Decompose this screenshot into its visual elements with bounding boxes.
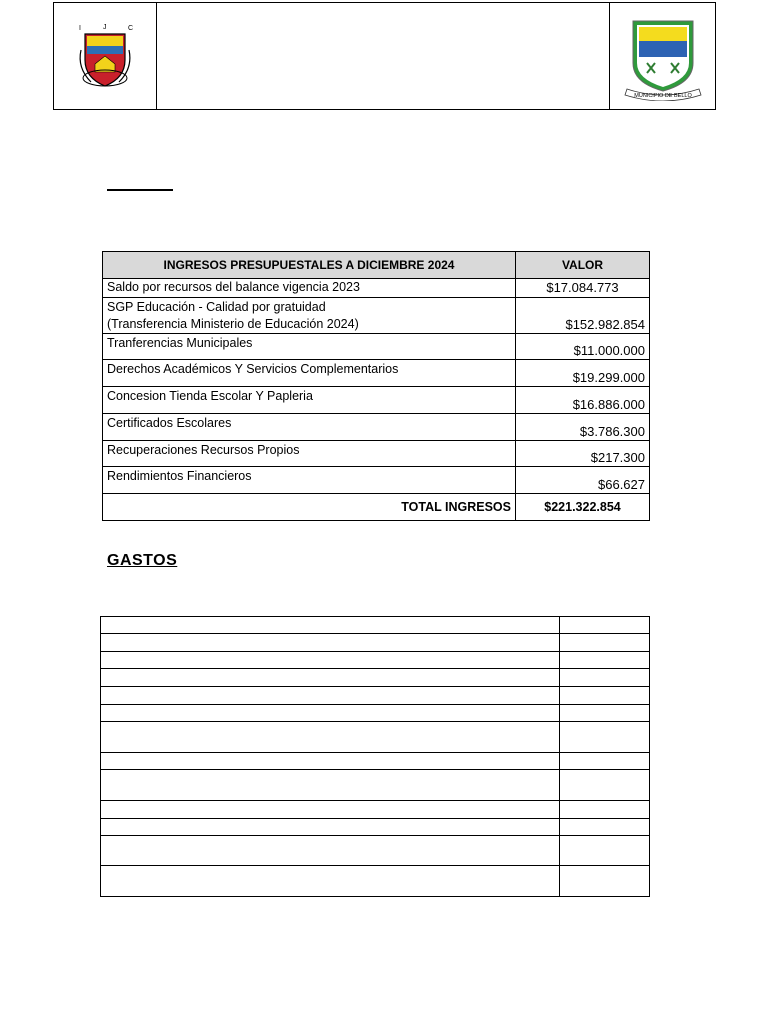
gastos-cell <box>560 770 650 801</box>
gastos-cell <box>101 617 560 634</box>
municipio-shield-logo <box>619 11 707 101</box>
gastos-cell <box>101 634 560 652</box>
row-desc: Concesion Tienda Escolar Y Papleria <box>103 387 516 414</box>
table-row <box>101 652 650 669</box>
ingresos-header-row <box>103 252 650 279</box>
gastos-title: GASTOS <box>107 552 178 569</box>
row-desc: Saldo por recursos del balance vigencia 2023 <box>103 279 516 298</box>
gastos-cell <box>101 705 560 722</box>
gastos-cell <box>101 836 560 866</box>
document-header <box>53 2 716 110</box>
table-row <box>103 441 650 467</box>
table-row <box>101 866 650 897</box>
table-row <box>103 334 650 360</box>
header-right-cell <box>609 3 715 109</box>
row-val: $217.300 <box>516 441 650 467</box>
row-desc: Tranferencias Municipales <box>103 334 516 360</box>
gastos-cell <box>560 634 650 652</box>
gastos-table <box>100 616 650 897</box>
gastos-cell <box>101 669 560 687</box>
gastos-cell <box>560 617 650 634</box>
total-row <box>103 494 650 521</box>
gastos-cell <box>560 801 650 819</box>
gastos-cell <box>560 866 650 897</box>
ingresos-table <box>102 251 650 521</box>
svg-text:J: J <box>103 24 107 31</box>
row-desc: Recuperaciones Recursos Propios <box>103 441 516 467</box>
gastos-cell <box>101 652 560 669</box>
col-val-header: VALOR <box>516 252 650 279</box>
row-desc: Certificados Escolares <box>103 414 516 441</box>
svg-text:C: C <box>128 25 134 32</box>
gastos-cell <box>560 652 650 669</box>
row-val: $17.084.773 <box>516 279 650 298</box>
row-val: $16.886.000 <box>516 387 650 414</box>
gastos-cell <box>101 819 560 836</box>
header-left-cell <box>54 3 157 109</box>
table-row <box>101 836 650 866</box>
gastos-cell <box>101 866 560 897</box>
gastos-cell <box>560 819 650 836</box>
table-row <box>103 298 650 334</box>
row-desc: Rendimientos Financieros <box>103 467 516 494</box>
header-middle-cell <box>157 3 609 109</box>
table-row <box>101 722 650 753</box>
gastos-cell <box>101 687 560 705</box>
municipio-caption: MUNICIPIO DE BELLO <box>633 93 692 99</box>
row-val: $19.299.000 <box>516 360 650 387</box>
table-row <box>101 687 650 705</box>
table-row <box>101 753 650 770</box>
row-val: $3.786.300 <box>516 414 650 441</box>
col-desc-header: INGRESOS PRESUPUESTALES A DICIEMBRE 2024 <box>103 252 516 279</box>
gastos-cell <box>560 753 650 770</box>
table-row <box>101 634 650 652</box>
row-val: $11.000.000 <box>516 334 650 360</box>
gastos-cell <box>101 770 560 801</box>
table-row <box>101 770 650 801</box>
row-val: $152.982.854 <box>516 298 650 334</box>
gastos-cell <box>560 705 650 722</box>
table-row <box>101 617 650 634</box>
table-row <box>103 467 650 494</box>
total-value: $221.322.854 <box>516 494 650 521</box>
table-row <box>101 705 650 722</box>
gastos-cell <box>560 722 650 753</box>
table-row <box>103 387 650 414</box>
school-crest-logo <box>73 20 137 92</box>
table-row <box>103 360 650 387</box>
table-row <box>103 414 650 441</box>
table-row <box>101 669 650 687</box>
table-row <box>101 801 650 819</box>
row-desc: SGP Educación - Calidad por gratuidad (Transferencia Ministerio de Educación 2024) <box>103 298 516 334</box>
row-desc: Derechos Académicos Y Servicios Complementarios <box>103 360 516 387</box>
gastos-cell <box>101 753 560 770</box>
row-val: $66.627 <box>516 467 650 494</box>
table-row <box>101 819 650 836</box>
gastos-cell <box>560 687 650 705</box>
gastos-cell <box>101 722 560 753</box>
total-label: TOTAL INGRESOS <box>103 494 516 521</box>
gastos-cell <box>101 801 560 819</box>
gastos-cell <box>560 669 650 687</box>
table-row <box>103 279 650 298</box>
section-underline <box>107 189 173 191</box>
svg-text:I: I <box>79 25 81 32</box>
gastos-cell <box>560 836 650 866</box>
